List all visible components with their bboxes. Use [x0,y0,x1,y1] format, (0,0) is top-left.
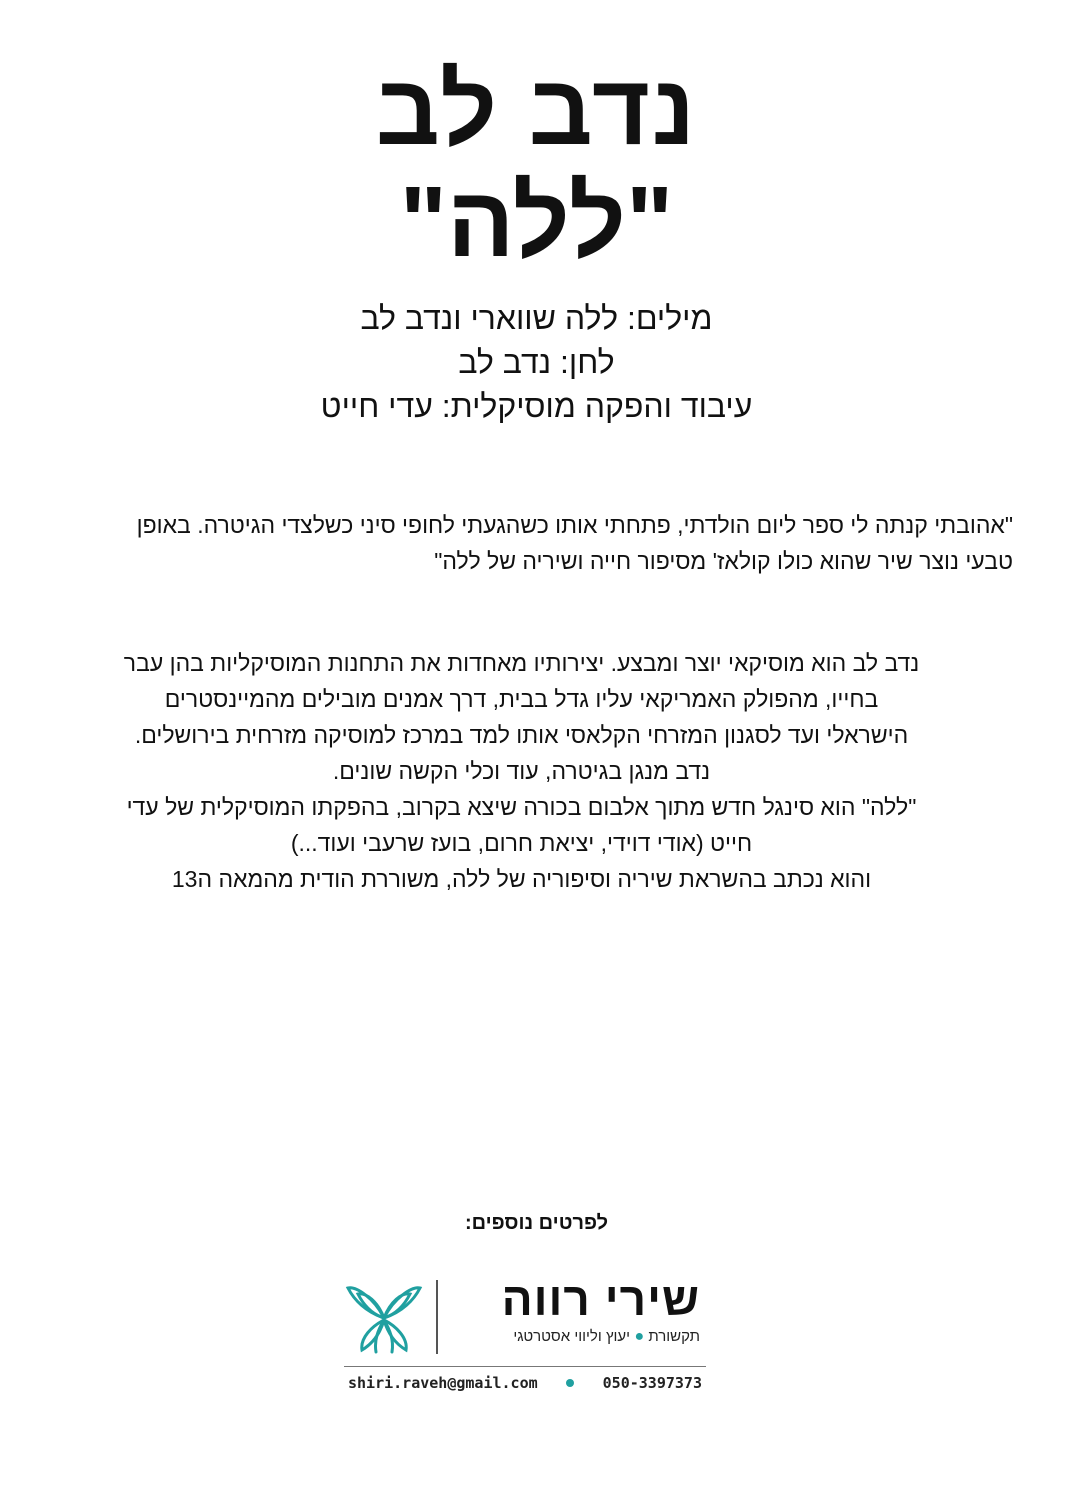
contact-details [348,1374,702,1392]
bio-line: חייט (אודי דוידי, יציאת חרום, בועז שרעבי ועוד...) [290,830,753,856]
bio-line: והוא נכתב בהשראת שיריה וסיפוריה של ללה, משוררת הודית מהמאה ה13 [171,866,872,892]
title-block [0,54,1073,278]
song-title: "ללה" [399,166,674,278]
separator-dot-icon [566,1379,574,1387]
artist-bio [30,645,1013,897]
artist-quote: "אהובתי קנתה לי ספר ליום הולדתי, פתחתי אותו כשהגעתי לחופי סיני כשלצדי הגיטרה. באופן טבעי נוצר שיר שהוא כולו קולאז' מסיפור חייה ושיריה של ללה" [136,512,1013,574]
brand-tagline [513,1328,700,1346]
bio-line: הישראלי ועד לסגנון המזרחי הקלאסי אותו למד במרכז למוסיקה מזרחית בירושלים. [134,722,909,748]
brand-name: שירי רווה [501,1273,700,1325]
credit-lyrics: מילים: ללה שווארי ונדב לב [360,300,713,336]
logo-divider [436,1280,438,1354]
bio-line: בחייו, מהפולק האמריקאי עליו גדל בבית, דרך אמנים מובילים מהמיינסטרים [164,686,879,712]
pr-logo [344,1273,706,1398]
contact-label: לפרטים נוספים: [464,1212,609,1234]
artist-name: נדב לב [375,54,698,166]
butterfly-icon [344,1278,424,1358]
bio-line: נדב מנגן בגיטרה, עוד וכלי הקשה שונים. [332,758,711,784]
tagline-part: תקשורת [648,1328,700,1345]
tagline-part: יעוץ וליווי אסטרטגי [513,1328,631,1345]
credit-production: עיבוד והפקה מוסיקלית: עדי חייט [320,388,753,424]
credits [0,296,1073,428]
email-link[interactable]: shiri.raveh@gmail.com [348,1374,538,1392]
bio-line: נדב לב הוא מוסיקאי יוצר ומבצע. יצירותיו מאחדות את התחנות המוסיקליות בהן עבר [123,650,920,676]
bio-line: "ללה" הוא סינגל חדש מתוך אלבום בכורה שיצא בקרוב, בהפקתו המוסיקלית של עדי [126,794,917,820]
separator-dot-icon: ● [630,1328,645,1345]
credit-music: לחן: נדב לב [458,344,615,380]
logo-rule [344,1366,706,1367]
phone-number[interactable]: 050-3397373 [602,1374,702,1392]
